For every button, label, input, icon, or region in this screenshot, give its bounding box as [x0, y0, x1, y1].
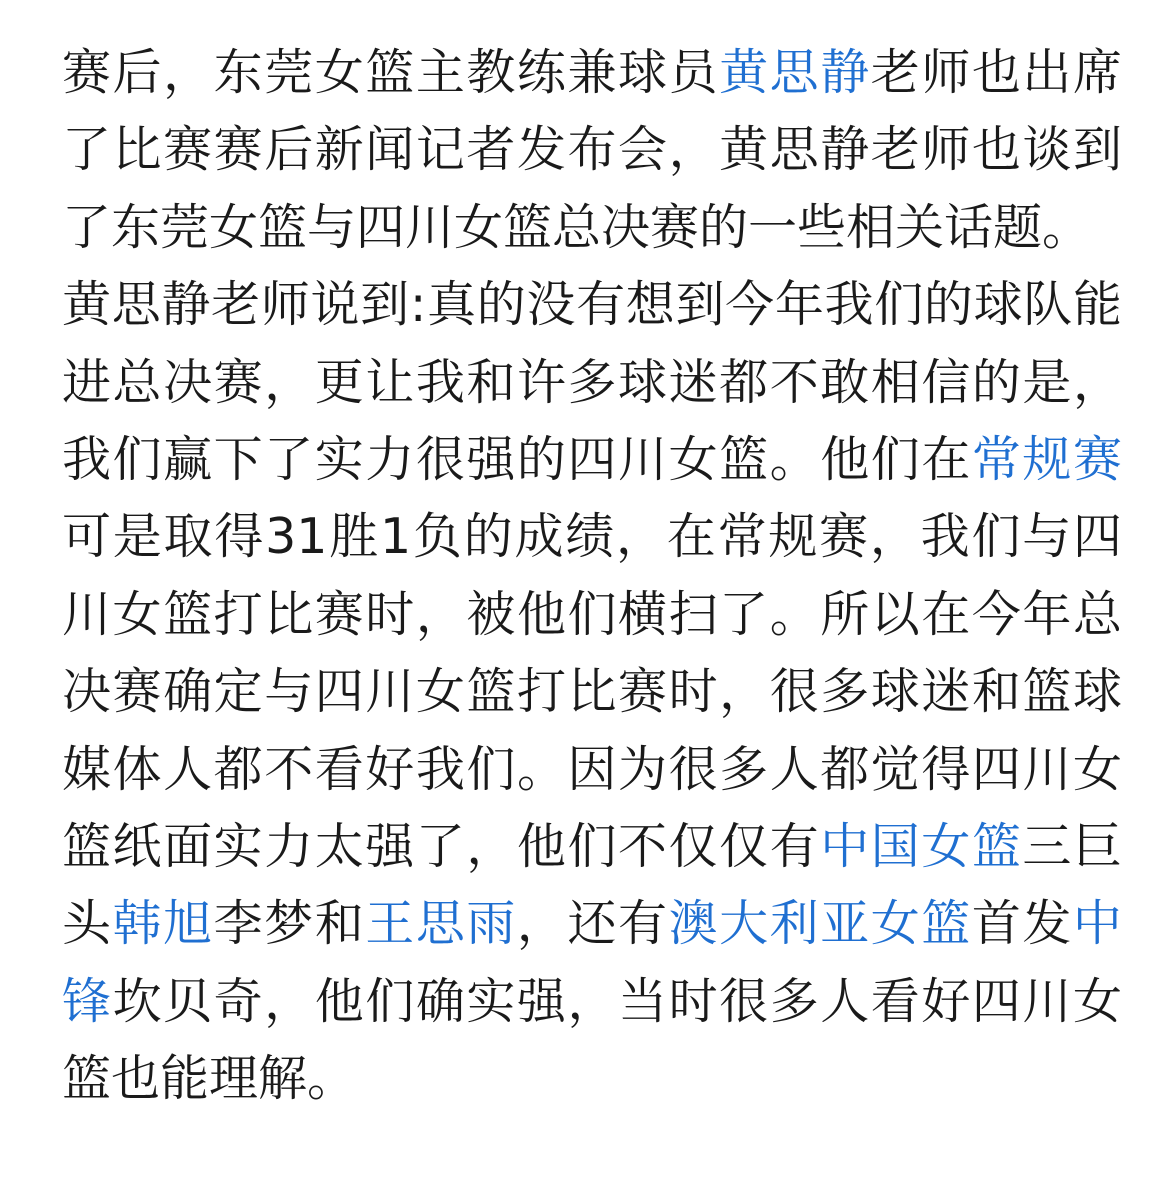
link-center-position[interactable]: 中锋 [62, 895, 1122, 1030]
link-huang-sijing[interactable]: 黄思静 [719, 44, 871, 101]
paragraph-2 [62, 266, 1122, 1117]
paragraph-2-text-5: ，还有 [516, 895, 669, 953]
link-china-womens-basketball[interactable]: 中国女篮 [820, 818, 1023, 876]
paragraph-2-text-1: 黄思静老师说到:真的没有想到今年我们的球队能进总决赛，更让我和许多球迷都不敢相信的是，我们赢下了实力很强的四川女篮。他们在 [62, 276, 1122, 489]
paragraph-2-text-6: 首发 [971, 895, 1073, 953]
paragraph-2-text-3: 三巨头 [62, 818, 1122, 953]
paragraph-2-text-7: 坎贝奇，他们确实强，当时很多人看好四川女篮也能理解。 [62, 972, 1122, 1108]
paragraph-1-text-1: 赛后，东莞女篮主教练兼球员 [62, 44, 720, 101]
link-wang-siyu[interactable]: 王思雨 [365, 895, 517, 953]
paragraph-1 [62, 34, 1122, 266]
article-body [62, 34, 1122, 1118]
paragraph-2-text-2: 可是取得31胜1负的成绩，在常规赛，我们与四川女篮打比赛时，被他们横扫了。所以在今年总决赛确定与四川女篮打比赛时，很多球迷和篮球媒体人都不看好我们。因为很多人都觉得四川女篮纸面实力太强了，他们不仅仅有 [62, 508, 1122, 876]
paragraph-2-text-4: 李梦和 [213, 895, 366, 953]
link-australia-womens-basketball[interactable]: 澳大利亚女篮 [668, 895, 972, 953]
link-regular-season[interactable]: 常规赛 [971, 431, 1122, 489]
link-han-xu[interactable]: 韩旭 [112, 895, 214, 953]
paragraph-1-text-2: 老师也出席了比赛赛后新闻记者发布会，黄思静老师也谈到了东莞女篮与四川女篮总决赛的一些相关话题。 [62, 44, 1122, 256]
